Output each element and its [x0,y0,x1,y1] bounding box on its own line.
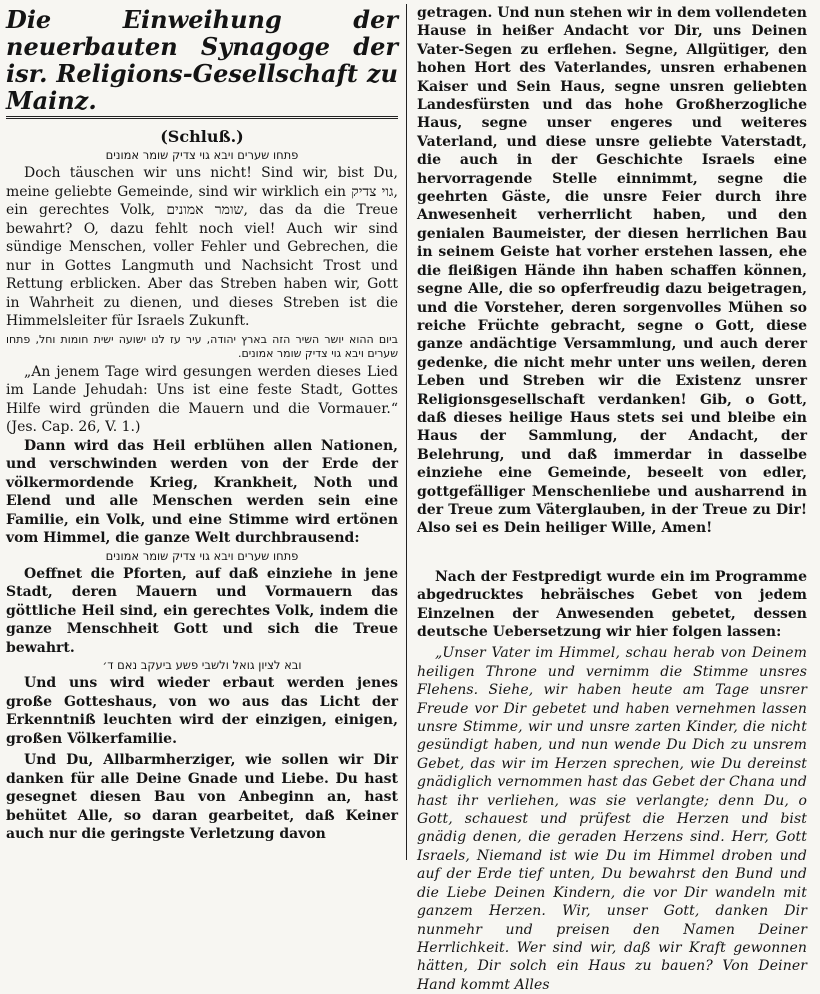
paragraph: Doch täuschen wir uns nicht! Sind wir, bist Du, meine geliebte Gemeinde, sind wir wirklich ein גוי צדיק, ein gerechtes Volk, שומר אמונים, das da die Treue bewahrt? O, dazu fehlt noch viel! Auch wir sind sündige Menschen, voller Fehler und Gebrechen, die nur in Gottes Langmuth und Nachsicht Trost und Rettung erblicken. Aber das Streben haben wir, Gott in Wahrheit zu dienen, und dieses Streben ist die Himmelsleiter für Israels Zukunft. [6,165,398,329]
paragraph-prayer-continued: getragen. Und nun stehen wir in dem vollendeten Hause in heißer Andacht vor Dir, uns Deinen Vater-Segen zu erflehen. Segne, Allgütiger, den hohen Hort des Vaterlandes, unsren erhabenen Kaiser und Sein Haus, segne unsren geliebten Landesfürsten und das hohe Großherzogliche Haus, segne unser engeres und weiteres Vaterland, und diese unsre geliebte Vaterstadt, die auch in der Geschichte Israels eine hervorragende Stelle einnimmt, segne die geehrten Gäste, die unsre Feier durch ihre Anwesenheit verherrlicht haben, und den genialen Baumeister, der diesen herrlichen Bau in seinem Geiste hat vorher erstehen lassen, ehe die fleißigen Hände ihn haben schaffen können, segne Alle, die so opferfreudig dazu beigetragen, und die Vorsteher, deren sorgenvolles Mühen so reiche Früchte gebracht, segne o Gott, diese ganze andächtige Versammlung, und auch derer gedenke, die nicht mehr unter uns weilen, deren Leben und Streben wir die Existenz unsrer Religionsgesellschaft verdanken! Gib, o Gott, daß dieses heilige Haus stets sei und bleibe ein Haus der Sammlung, der Andacht, der Belehrung, und daß immerdar in dasselbe einziehe eine Gemeinde, beseelt von edler, gottgefälliger Menschenliebe und ausharrend in der Treue zum Väterglauben, in der Treue zu Dir! Also sei es Dein heiliger Wille, Amen! [417,5,807,537]
hebrew-quote: ובא לציון גואל ולשבי פשע ביעקב נאם ד׳ [102,658,302,672]
paragraph: Dann wird das Heil erblühen allen Nationen, und verschwinden werden von der Erde der völkermordende Krieg, Krankheit, Noth und Elend und alle Menschen werden sein eine Familie, ein Volk, und eine Stimme wird ertönen vom Himmel, die ganze Welt durchbrausend: [6,437,398,546]
continuation-label: (Schluß.) [160,127,244,146]
headline-rule [6,116,398,119]
paragraph: Oeffnet die Pforten, auf daß einziehe in jene Stadt, deren Mauern und Vormauern das göttliche Heil sind, ein gerechtes Volk, indem die ganze Menschheit Gott und sich die Treue bewahrt. [6,565,398,656]
right-column [407,4,807,993]
paragraph: „An jenem Tage wird gesungen werden dieses Lied im Lande Jehudah: Uns ist eine feste Stadt, Gottes Hilfe wird gründen die Mauern und die Vormauer.“ (Jes. Cap. 26, V. 1.) [6,363,398,435]
paragraph: Nach der Festpredigt wurde ein im Programme abgedrucktes hebräisches Gebet von jedem Einzelnen der Anwesenden gebetet, dessen deutsche Uebersetzung wir hier folgen lassen: [417,568,807,640]
hebrew-quote: פתחו שערים ויבא גוי צדיק שומר אמונים [105,148,299,162]
section-gap [417,538,807,568]
paragraph-prayer: Und Du, Allbarmherziger, wie sollen wir Dir danken für alle Deine Gnade und Liebe. Du hast gesegnet diesen Bau von Anbeginn an, hast behütet Alle, so daran gearbeitet, daß Keiner auch nur die geringste Verletzung davon [6,752,398,842]
paragraph: Und uns wird wieder erbaut werden jenes große Gotteshaus, von wo aus das Licht der Erkenntniß leuchten wird der einzigen, einigen, großen Völkerfamilie. [6,675,398,747]
article-headline: Die Einweihung der neuerbauten Synagoge der isr. Religions-Gesellschaft zu Mainz. [6,5,398,115]
hebrew-quote: פתחו שערים ויבא גוי צדיק שומר אמונים [105,548,299,563]
paragraph-prayer-translation: „Unser Vater im Himmel, schau herab von Deinem heiligen Throne und vernimm die Stimme unsres Flehens. Siehe, wir haben heute am Tage unsrer Freude vor Dir gebetet und haben vernehmen lassen unsre Stimme, wir und unsre zarten Kinder, die nicht gesündigt haben, und nun wende Du Dich zu unsrem Gebet, das wir im Herzen sprechen, wie Du dereinst gnädiglich vernommen hast das Gebet der Chana und hast ihr verliehen, was sie verlangte; denn Du, o Gott, schauest und prüfest die Herzen und bist gnädig denen, die geraden Herzens sind. Herr, Gott Israels, Niemand ist wie Du im Himmel droben und auf der Erde tief unten, Du bewahrst den Bund und die Liebe Deinen Kindern, die vor Dir wandeln mit ganzem Herzen. Wir, unser Gott, danken Dir nunmehr und preisen den Namen Deiner Herrlichkeit. Wer sind wir, daß wir Kraft gewonnen hätten, Dir solch ein Haus zu bauen? Von Deiner Hand kommt Alles [417,645,807,993]
hebrew-quote: ביום ההוא יושר השיר הזה בארץ יהודה, עיר עז לנו ישועה ישית חומות וחל, פתחו שערים ויבא גוי צדיק שומר אמונים. [6,332,398,360]
left-column [6,4,406,860]
